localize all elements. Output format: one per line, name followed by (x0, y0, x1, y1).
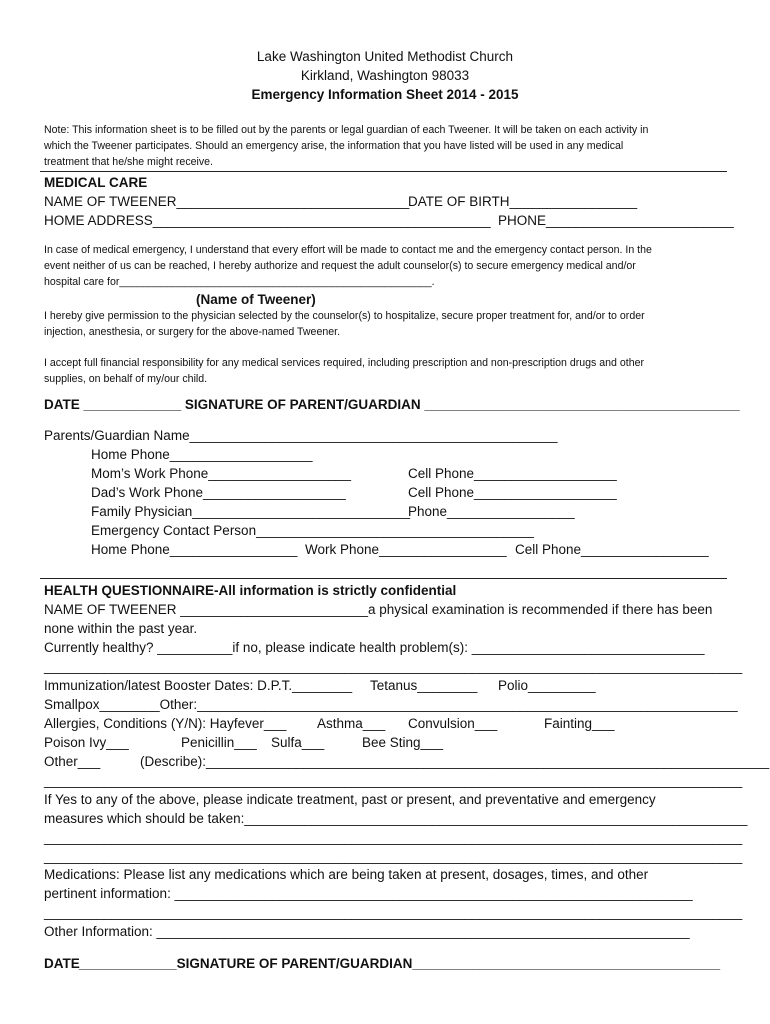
section-divider (40, 171, 727, 172)
date-of-birth-field[interactable]: DATE OF BIRTH_________________ (408, 194, 638, 209)
treatment-blank-line-2[interactable]: _____________________________________________________________________________________________ (44, 849, 743, 864)
consent-line-2: event neither of us can be reached, I hereby authorize and request the adult counselor(s) to secure emergency medical and/or (44, 260, 636, 272)
consent-line-3[interactable]: hospital care for_____________________________________________________. (44, 276, 435, 288)
phone-field[interactable]: PHONE_________________________ (498, 213, 734, 228)
health-problem-blank-line[interactable]: _____________________________________________________________________________________________ (44, 659, 743, 674)
treatment-measures-field[interactable]: measures which should be taken:___________________________________________________________________ (44, 811, 748, 826)
parent-signature-line[interactable]: DATE _____________ SIGNATURE OF PARENT/GUARDIAN __________________________________________ (44, 397, 740, 412)
polio-date-field[interactable]: Polio_________ (498, 678, 596, 693)
dad-work-phone-field[interactable]: Dad’s Work Phone___________________ (91, 485, 346, 500)
mom-cell-phone-field[interactable]: Cell Phone___________________ (408, 466, 617, 481)
hayfever-field[interactable]: Allergies, Conditions (Y/N): Hayfever___ (44, 716, 287, 731)
mom-work-phone-field[interactable]: Mom’s Work Phone___________________ (91, 466, 351, 481)
sulfa-field[interactable]: Sulfa___ (271, 735, 325, 750)
other-information-field[interactable]: Other Information: _______________________________________________________________________ (44, 924, 690, 939)
consent-line-1: In case of medical emergency, I understand that every effort will be made to contact me and the emergency contact person. In the (44, 244, 652, 256)
permission-line-2: injection, anesthesia, or surgery for the above-named Tweener. (44, 326, 341, 338)
describe-field[interactable]: (Describe):___________________________________________________________________________ (140, 754, 770, 769)
medications-blank-line[interactable]: _____________________________________________________________________________________________ (44, 905, 743, 920)
form-title: Emergency Information Sheet 2014 - 2015 (251, 87, 519, 102)
church-name: Lake Washington United Methodist Church (256, 49, 514, 64)
permission-line-1: I hereby give permission to the physician selected by the counselor(s) to hospitalize, secure proper treatment for, and/or to order (44, 310, 645, 322)
home-phone-field[interactable]: Home Phone___________________ (91, 447, 313, 462)
treatment-question-line-1: If Yes to any of the above, please indicate treatment, past or present, and preventative and emergency (44, 792, 656, 807)
health-questionnaire-heading: HEALTH QUESTIONNAIRE-All information is strictly confidential (44, 583, 457, 598)
poison-ivy-field[interactable]: Poison Ivy___ (44, 735, 129, 750)
emergency-cell-phone-field[interactable]: Cell Phone_________________ (515, 542, 709, 557)
fainting-field[interactable]: Fainting___ (544, 716, 615, 731)
tweener-name-caption: (Name of Tweener) (196, 292, 316, 307)
smallpox-other-field[interactable]: Smallpox________Other:________________________________________________________________________ (44, 697, 738, 712)
emergency-contact-field[interactable]: Emergency Contact Person_____________________________________ (91, 523, 534, 538)
describe-blank-line[interactable]: _____________________________________________________________________________________________ (44, 773, 743, 788)
section-divider (40, 578, 727, 579)
physical-exam-note: none within the past year. (44, 621, 198, 636)
bee-sting-field[interactable]: Bee Sting___ (362, 735, 444, 750)
treatment-blank-line-1[interactable]: _____________________________________________________________________________________________ (44, 830, 743, 845)
emergency-work-phone-field[interactable]: Work Phone_________________ (305, 542, 507, 557)
dad-cell-phone-field[interactable]: Cell Phone___________________ (408, 485, 617, 500)
home-address-field[interactable]: HOME ADDRESS_____________________________________________ (44, 213, 491, 228)
physician-phone-field[interactable]: Phone_________________ (408, 504, 575, 519)
medications-question: Medications: Please list any medications which are being taken at present, dosages, times, and other (44, 867, 649, 882)
emergency-home-phone-field[interactable]: Home Phone_________________ (91, 542, 298, 557)
note-line-2: which the Tweener participates. Should an emergency arise, the information that you have listed will be used in any medical (44, 140, 624, 152)
tetanus-date-field[interactable]: Tetanus________ (370, 678, 478, 693)
parents-guardian-name-field[interactable]: Parents/Guardian Name_________________________________________________ (44, 428, 558, 443)
health-tweener-name-field[interactable]: NAME OF TWEENER _________________________a physical examination is recommended if there has been (44, 602, 713, 617)
financial-line-2: supplies, on behalf of my/our child. (44, 373, 208, 385)
dpt-date-field[interactable]: Immunization/latest Booster Dates: D.P.T.________ (44, 678, 353, 693)
currently-healthy-field[interactable]: Currently healthy? __________if no, please indicate health problem(s): _______________________________ (44, 640, 705, 655)
church-address: Kirkland, Washington 98033 (300, 68, 470, 83)
note-line-3: treatment that he/she might receive. (44, 156, 213, 168)
penicillin-field[interactable]: Penicillin___ (181, 735, 257, 750)
other-condition-field[interactable]: Other___ (44, 754, 101, 769)
asthma-field[interactable]: Asthma___ (317, 716, 386, 731)
family-physician-field[interactable]: Family Physician_____________________________ (91, 504, 411, 519)
convulsion-field[interactable]: Convulsion___ (408, 716, 498, 731)
tweener-name-field[interactable]: NAME OF TWEENER_______________________________ (44, 194, 410, 209)
medical-care-heading: MEDICAL CARE (44, 175, 148, 190)
financial-line-1: I accept full financial responsibility for any medical services required, including prescription and non-prescription drugs and other (44, 357, 645, 369)
medications-field[interactable]: pertinent information: _____________________________________________________________________ (44, 886, 693, 901)
final-signature-date-label: DATE (44, 956, 80, 971)
final-signature-line[interactable]: _____________SIGNATURE OF PARENT/GUARDIAN_________________________________________ (79, 956, 721, 971)
note-line-1: Note: This information sheet is to be filled out by the parents or legal guardian of each Tweener. It will be taken on each activity in (44, 124, 649, 136)
